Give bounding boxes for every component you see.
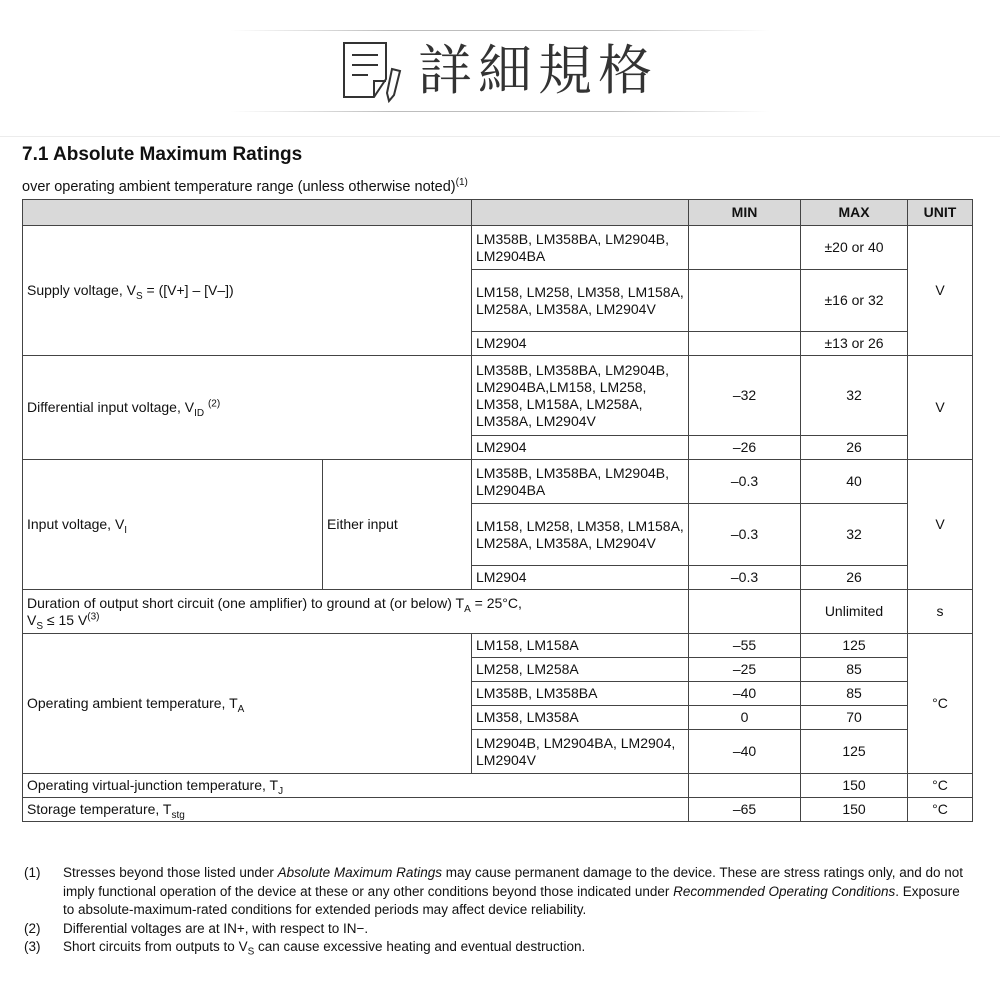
max-cell: Unlimited: [801, 590, 908, 634]
table-header-row: [23, 200, 973, 226]
header-device: [472, 200, 689, 226]
device-cell: LM358B, LM358BA, LM2904B, LM2904BA: [472, 226, 689, 270]
absolute-max-ratings-table: [22, 199, 973, 822]
device-cell: LM2904: [472, 436, 689, 460]
banner-title: 詳細規格: [418, 39, 658, 102]
param-short-circuit-duration: Duration of output short circuit (one amplifier) to ground at (or below) $T_A = 25^\circ C$, $V_S \le 15$ $V^{(3)}$: [23, 590, 689, 634]
header-parameter: [23, 200, 472, 226]
footnote-1: (1) Stresses beyond those listed under Absolute Maximum Ratings may cause permanent damage to the device. These are stress ratings only, and do not imply functional operation of the device at these or any other conditions beyond those indicated under Recommended Operating Conditions. Exposure to absolute-maximum-rated conditions for extended periods may affect device reliability.: [24, 865, 964, 917]
min-cell: –55: [689, 634, 801, 658]
footnote-3: (3) Short circuits from outputs to $V_S$ can cause excessive heating and eventual destruction.: [24, 939, 586, 958]
max-cell: 32: [801, 356, 908, 436]
param-differential-input-voltage: Differential input voltage, $V_{ID}$ $^{(2)}$: [23, 356, 472, 460]
max-cell: 40: [801, 460, 908, 504]
unit-cell: °C: [908, 798, 973, 822]
max-cell: 32: [801, 504, 908, 566]
unit-cell: °C: [908, 774, 973, 798]
device-cell: LM358B, LM358BA, LM2904B, LM2904BA: [472, 460, 689, 504]
banner-top-rule: [230, 30, 770, 31]
max-cell: ±20 or 40: [801, 226, 908, 270]
device-cell: LM358B, LM358BA, LM2904B, LM2904BA,LM158, LM258, LM358, LM158A, LM258A, LM358A, LM2904V: [472, 356, 689, 436]
section-subtitle: over operating ambient temperature range (unless otherwise noted)$^{(1)}$: [22, 177, 468, 195]
unit-cell: V: [908, 356, 973, 460]
max-cell: 85: [801, 658, 908, 682]
param-storage-temperature: Storage temperature, $T_{stg}$: [23, 798, 689, 822]
table-row: [23, 356, 973, 436]
table-row: [23, 460, 973, 504]
table-row: [23, 226, 973, 270]
device-cell: LM358, LM358A: [472, 706, 689, 730]
min-cell: –25: [689, 658, 801, 682]
device-cell: LM158, LM158A: [472, 634, 689, 658]
min-cell: –40: [689, 730, 801, 774]
page-divider: [0, 136, 1000, 137]
min-cell: [689, 270, 801, 332]
max-cell: 125: [801, 730, 908, 774]
min-cell: [689, 332, 801, 356]
table-row: [23, 798, 973, 822]
min-cell: [689, 226, 801, 270]
min-cell: –40: [689, 682, 801, 706]
footnotes: [24, 864, 974, 957]
max-cell: 85: [801, 682, 908, 706]
max-cell: 150: [801, 798, 908, 822]
param-junction-temperature: Operating virtual-junction temperature, $T_J$: [23, 774, 689, 798]
max-cell: 150: [801, 774, 908, 798]
param-supply-voltage: Supply voltage, $V_S = ([V+] - [V-])$: [23, 226, 472, 356]
min-cell: –32: [689, 356, 801, 436]
max-cell: 125: [801, 634, 908, 658]
min-cell: [689, 774, 801, 798]
device-cell: LM2904: [472, 566, 689, 590]
device-cell: LM158, LM258, LM358, LM158A, LM258A, LM358A, LM2904V: [472, 270, 689, 332]
banner-bottom-rule: [230, 111, 770, 112]
min-cell: –0.3: [689, 566, 801, 590]
param-input-voltage: Input voltage, $V_I$: [23, 460, 323, 590]
param-ambient-temperature: Operating ambient temperature, $T_A$: [23, 634, 472, 774]
unit-cell: V: [908, 460, 973, 590]
header-unit: UNIT: [908, 200, 973, 226]
min-cell: –26: [689, 436, 801, 460]
table-row: [23, 590, 973, 634]
device-cell: LM158, LM258, LM358, LM158A, LM258A, LM358A, LM2904V: [472, 504, 689, 566]
spec-banner: [230, 30, 770, 112]
document-pen-icon: [340, 39, 410, 103]
device-cell: LM258, LM258A: [472, 658, 689, 682]
max-cell: 26: [801, 566, 908, 590]
device-cell: LM358B, LM358BA: [472, 682, 689, 706]
header-min: MIN: [689, 200, 801, 226]
unit-cell: s: [908, 590, 973, 634]
header-max: MAX: [801, 200, 908, 226]
footnote-ref: (1): [455, 177, 468, 189]
min-cell: –65: [689, 798, 801, 822]
min-cell: –0.3: [689, 460, 801, 504]
footnote-2: (2) Differential voltages are at IN+, with respect to IN−.: [24, 920, 369, 936]
min-cell: –0.3: [689, 504, 801, 566]
max-cell: ±13 or 26: [801, 332, 908, 356]
device-cell: LM2904B, LM2904BA, LM2904, LM2904V: [472, 730, 689, 774]
max-cell: 26: [801, 436, 908, 460]
condition-cell: Either input: [323, 460, 472, 590]
max-cell: ±16 or 32: [801, 270, 908, 332]
min-cell: 0: [689, 706, 801, 730]
min-cell: [689, 590, 801, 634]
max-cell: 70: [801, 706, 908, 730]
device-cell: LM2904: [472, 332, 689, 356]
table-row: [23, 774, 973, 798]
unit-cell: V: [908, 226, 973, 356]
unit-cell: °C: [908, 634, 973, 774]
section-title: 7.1 Absolute Maximum Ratings: [22, 144, 303, 165]
table-row: [23, 634, 973, 658]
